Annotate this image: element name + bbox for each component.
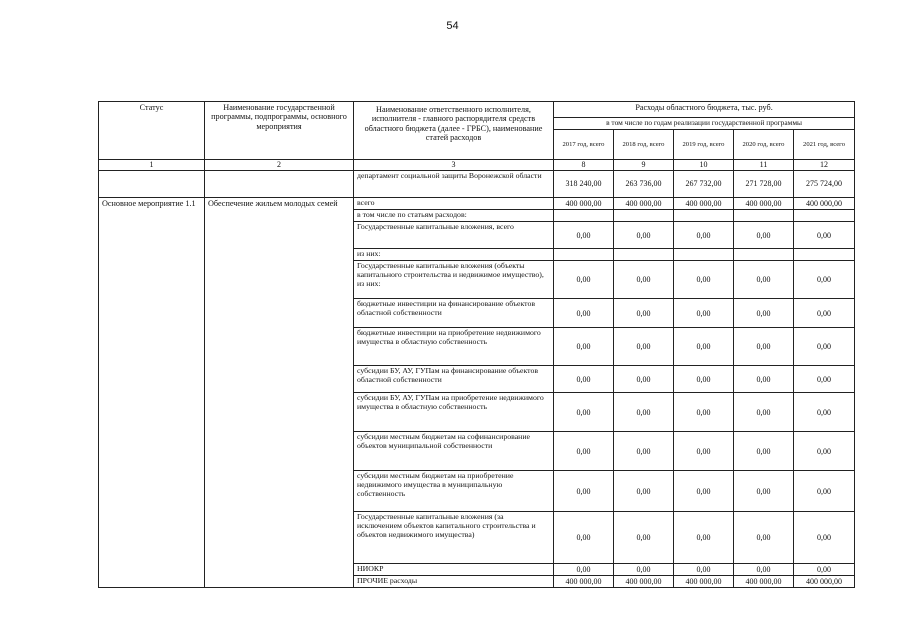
value-cell xyxy=(614,210,674,222)
value-cell: 400 000,00 xyxy=(674,576,734,588)
column-index: 10 xyxy=(674,160,734,171)
value-cell: 0,00 xyxy=(614,471,674,512)
value-cell: 0,00 xyxy=(794,432,855,471)
value-cell: 0,00 xyxy=(794,393,855,432)
row-label: Государственные капитальные вложения (за исключением объектов капитального строительства и объектов недвижимого имущества) xyxy=(354,512,554,564)
value-cell: 0,00 xyxy=(794,261,855,299)
value-cell: 0,00 xyxy=(734,299,794,328)
value-cell: 400 000,00 xyxy=(614,576,674,588)
row-label: бюджетные инвестиции на финансирование объектов областной собственности xyxy=(354,299,554,328)
row-label: департамент социальной защиты Воронежской области xyxy=(354,171,554,198)
value-cell: 267 732,00 xyxy=(674,171,734,198)
value-cell: 0,00 xyxy=(614,512,674,564)
value-cell: 263 736,00 xyxy=(614,171,674,198)
column-index: 8 xyxy=(554,160,614,171)
value-cell: 0,00 xyxy=(674,299,734,328)
value-cell xyxy=(554,249,614,261)
value-cell: 0,00 xyxy=(674,432,734,471)
value-cell: 400 000,00 xyxy=(614,198,674,210)
value-cell: 0,00 xyxy=(614,564,674,576)
row-label: всего xyxy=(354,198,554,210)
value-cell: 0,00 xyxy=(794,471,855,512)
value-cell: 0,00 xyxy=(554,261,614,299)
year-header: 2020 год, всего xyxy=(734,130,794,160)
row-label: Государственные капитальные вложения (объекты капитального строительства и недвижимое имущество), из них: xyxy=(354,261,554,299)
value-cell: 0,00 xyxy=(674,393,734,432)
value-cell xyxy=(674,249,734,261)
value-cell: 0,00 xyxy=(614,393,674,432)
row-label: субсидии местным бюджетам на приобретение недвижимого имущества в муниципальную собственность xyxy=(354,471,554,512)
value-cell: 0,00 xyxy=(554,471,614,512)
value-cell: 0,00 xyxy=(674,512,734,564)
page-number: 54 xyxy=(446,20,459,32)
budget-table xyxy=(98,101,855,588)
row-label: бюджетные инвестиции на приобретение недвижимого имущества в областную собственность xyxy=(354,328,554,366)
value-cell xyxy=(794,249,855,261)
column-index: 3 xyxy=(354,160,554,171)
column-index: 12 xyxy=(794,160,855,171)
value-cell: 0,00 xyxy=(554,299,614,328)
year-header: 2018 год, всего xyxy=(614,130,674,160)
value-cell xyxy=(734,249,794,261)
value-cell: 0,00 xyxy=(554,512,614,564)
value-cell: 0,00 xyxy=(554,328,614,366)
value-cell: 0,00 xyxy=(794,222,855,249)
value-cell: 400 000,00 xyxy=(794,576,855,588)
value-cell: 0,00 xyxy=(734,222,794,249)
value-cell: 400 000,00 xyxy=(674,198,734,210)
value-cell: 400 000,00 xyxy=(734,576,794,588)
value-cell: 0,00 xyxy=(674,366,734,393)
year-header: 2017 год, всего xyxy=(554,130,614,160)
value-cell xyxy=(614,249,674,261)
column-index: 1 xyxy=(99,160,205,171)
row-label: в том числе по статьям расходов: xyxy=(354,210,554,222)
value-cell: 0,00 xyxy=(794,366,855,393)
by-years-header: в том числе по годам реализации государственной программы xyxy=(554,118,855,130)
value-cell xyxy=(734,210,794,222)
value-cell: 0,00 xyxy=(794,328,855,366)
value-cell: 0,00 xyxy=(734,261,794,299)
value-cell: 318 240,00 xyxy=(554,171,614,198)
row-label: из них: xyxy=(354,249,554,261)
value-cell: 0,00 xyxy=(734,471,794,512)
value-cell: 400 000,00 xyxy=(554,198,614,210)
value-cell: 400 000,00 xyxy=(794,198,855,210)
value-cell: 0,00 xyxy=(554,432,614,471)
table-row xyxy=(99,198,855,210)
value-cell: 0,00 xyxy=(674,564,734,576)
value-cell xyxy=(674,210,734,222)
value-cell: 0,00 xyxy=(554,222,614,249)
row-label: субсидии БУ, АУ, ГУПам на приобретение недвижимого имущества в областную собственность xyxy=(354,393,554,432)
value-cell: 0,00 xyxy=(674,471,734,512)
value-cell: 271 728,00 xyxy=(734,171,794,198)
column-index: 9 xyxy=(614,160,674,171)
value-cell: 0,00 xyxy=(554,564,614,576)
measure-name: Обеспечение жильем молодых семей xyxy=(205,198,354,588)
row-label: субсидии БУ, АУ, ГУПам на финансирование объектов областной собственности xyxy=(354,366,554,393)
value-cell: 0,00 xyxy=(674,222,734,249)
program-name-header: Наименование государственной программы, подпрограммы, основного мероприятия xyxy=(205,102,354,160)
value-cell: 0,00 xyxy=(614,432,674,471)
executor-header: Наименование ответственного исполнителя, исполнителя - главного распорядителя средств областного бюджета (далее - ГРБС), наименование статей расходов xyxy=(354,102,554,160)
value-cell: 0,00 xyxy=(554,393,614,432)
value-cell: 0,00 xyxy=(674,261,734,299)
status-header: Статус xyxy=(99,102,205,160)
value-cell: 275 724,00 xyxy=(794,171,855,198)
value-cell: 400 000,00 xyxy=(554,576,614,588)
value-cell: 0,00 xyxy=(614,222,674,249)
measure-status: Основное мероприятие 1.1 xyxy=(99,198,205,588)
value-cell: 0,00 xyxy=(794,564,855,576)
value-cell xyxy=(794,210,855,222)
value-cell: 0,00 xyxy=(734,512,794,564)
value-cell: 0,00 xyxy=(794,512,855,564)
year-header: 2021 год, всего xyxy=(794,130,855,160)
value-cell: 0,00 xyxy=(554,366,614,393)
row-label: субсидии местным бюджетам на софинансирование объектов муниципальной собственности xyxy=(354,432,554,471)
value-cell: 0,00 xyxy=(734,328,794,366)
value-cell xyxy=(554,210,614,222)
value-cell: 0,00 xyxy=(794,299,855,328)
column-index: 11 xyxy=(734,160,794,171)
value-cell: 0,00 xyxy=(614,299,674,328)
row-label: Государственные капитальные вложения, всего xyxy=(354,222,554,249)
value-cell: 0,00 xyxy=(614,328,674,366)
expenses-header: Расходы областного бюджета, тыс. руб. xyxy=(554,102,855,118)
value-cell: 0,00 xyxy=(734,432,794,471)
year-header: 2019 год, всего xyxy=(674,130,734,160)
column-index: 2 xyxy=(205,160,354,171)
value-cell: 0,00 xyxy=(614,261,674,299)
table-row xyxy=(99,171,855,198)
row-label: ПРОЧИЕ расходы xyxy=(354,576,554,588)
value-cell: 400 000,00 xyxy=(734,198,794,210)
value-cell: 0,00 xyxy=(734,366,794,393)
value-cell: 0,00 xyxy=(674,328,734,366)
row-label: НИОКР xyxy=(354,564,554,576)
value-cell: 0,00 xyxy=(614,366,674,393)
value-cell: 0,00 xyxy=(734,393,794,432)
value-cell: 0,00 xyxy=(734,564,794,576)
